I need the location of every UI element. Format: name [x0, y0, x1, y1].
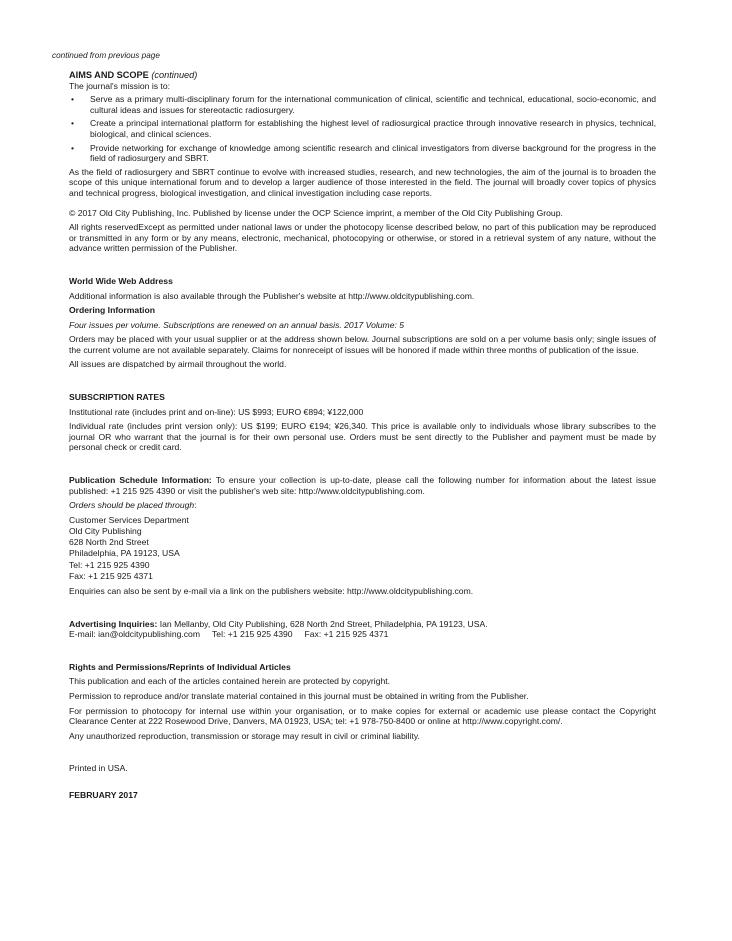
orders-through-colon: :: [194, 500, 197, 511]
advertising-section: [69, 619, 656, 640]
www-text: Additional information is also available through the Publisher's website at http://www.oldcitypublishing.com.: [69, 290, 475, 301]
institutional-rate: Institutional rate (includes print and on-line): US $993; EURO €894; ¥122,000: [69, 406, 364, 417]
rights-permission-text: Permission to reproduce and/or translate material contained in this journal must be obtained in writing from the Publisher.: [69, 691, 529, 701]
footer-section: [69, 763, 656, 800]
www-heading: World Wide Web Address: [69, 275, 173, 286]
mission-item: [69, 94, 656, 115]
issue-date: FEBRUARY 2017: [69, 789, 138, 800]
address-fax: Fax: +1 215 925 4371: [69, 570, 153, 581]
rights-section: [69, 662, 656, 742]
bullet-icon: •: [71, 142, 75, 153]
schedule-text: To ensure your collection is up-to-date, please call the following number for information about the latest issue published: +1 215 925 4390 or visit the publisher's web site: http://www.oldcitypublishing.com.: [69, 475, 657, 496]
address-line: Philadelphia, PA 19123, USA: [69, 548, 180, 559]
copyright-notice: © 2017 Old City Publishing, Inc. Published by license under the OCP Science imprint, a member of the Old City Publishing Group.: [69, 207, 563, 218]
advertising-paragraph: [69, 619, 656, 630]
schedule-label: Publication Schedule Information:: [69, 475, 212, 486]
orders-through-label: Orders should be placed through: [69, 500, 195, 511]
rights-reserved-text: All rights reservedExcept as permitted under national laws or under the photocopy license described below, no part of this publication may be reproduced or transmitted in any form or by any means, electronic, mechanical, photocopying or otherwise, or stored in a retrieval system of any nature, without the advance written permission of the Publisher.: [69, 222, 656, 254]
customer-address-block: [69, 515, 656, 582]
schedule-paragraph: [69, 475, 656, 496]
advertising-text: Ian Mellanby, Old City Publishing, 628 North 2nd Street, Philadelphia, PA 19123, USA.: [159, 618, 488, 629]
rights-liability-text: Any unauthorized reproduction, transmission or storage may result in civil or criminal liability.: [69, 730, 420, 741]
advertising-label: Advertising Inquiries:: [69, 618, 158, 629]
mission-item-text: Serve as a primary multi-disciplinary forum for the international communication of clinical, scientific and technical, educational, socio-economic, and cultural ideas and issues for stereotactic radiosurgery.: [90, 94, 656, 115]
airmail-note: All issues are dispatched by airmail throughout the world.: [69, 359, 287, 370]
mission-item-text: Create a principal international platform for establishing the highest level of radiosurgical practice through innovative research in physics, technical, biological, and clinical sciences.: [90, 118, 656, 139]
address-phone: Tel: +1 215 925 4390: [69, 559, 150, 570]
rights-heading: Rights and Permissions/Reprints of Individual Articles: [69, 661, 291, 672]
enquiries-text: Enquiries can also be sent by e-mail via a link on the publishers website: http://www.oldcitypublishing.com.: [69, 586, 474, 597]
bullet-icon: •: [71, 118, 75, 129]
mission-item-text: Provide networking for exchange of knowledge among scientific research and clinical investigators from diverse background for the progress in the field of radiosurgery and SBRT.: [90, 142, 656, 164]
copyright-section: [69, 208, 656, 254]
advertising-email: E-mail: ian@oldcitypublishing.com: [69, 629, 201, 640]
address-line: Old City Publishing: [69, 526, 142, 537]
address-line: Customer Services Department: [69, 514, 189, 525]
subscription-heading: SUBSCRIPTION RATES: [69, 392, 165, 403]
address-line: 628 North 2nd Street: [69, 537, 149, 548]
mission-item: [69, 143, 656, 164]
printed-in-note: Printed in USA.: [69, 763, 128, 774]
page-body: [69, 70, 656, 801]
rights-photocopy-text: For permission to photocopy for internal use within your organisation, or to make copies for external or academic use please contact the Copyright Clearance Center at 222 Rosewood Drive, Danvers, MA 01923, USA; tel: +1 978-750-8400 or online at http://www.copyright.com/.: [69, 705, 656, 727]
ordering-volume-note: Four issues per volume. Subscriptions are renewed on an annual basis. 2017 Volume: 5: [69, 319, 405, 330]
aims-intro: The journal's mission is to:: [69, 80, 170, 91]
bullet-icon: •: [71, 94, 75, 105]
individual-rate: Individual rate (includes print version only): US $199; EURO €194; ¥26,340. This price is available only to individuals whose library subscribes to the journal OR who warrant that the journal is for their own personal use. Orders must be sent directly to the Publisher and payment must be made by personal check or credit card.: [69, 421, 656, 453]
subscription-section: [69, 392, 656, 453]
aims-heading: AIMS AND SCOPE: [69, 70, 149, 80]
mission-item: [69, 118, 656, 139]
www-section: [69, 276, 656, 301]
ordering-text: Orders may be placed with your usual supplier or at the address shown below. Journal subscriptions are sold on a per volume basis only; single issues of the current volume are not available separately. Claims for nonreceipt of issues will be honored if made within three months of publication of the issue.: [69, 334, 656, 355]
mission-list: [69, 94, 656, 164]
advertising-contact-line: [69, 629, 656, 640]
advertising-fax: Fax: +1 215 925 4371: [304, 629, 389, 640]
rights-copyright-text: This publication and each of the articles contained herein are protected by copyright.: [69, 676, 391, 687]
aims-and-scope-section: [69, 70, 656, 199]
continued-note: continued from previous page: [52, 51, 160, 60]
advertising-tel: Tel: +1 215 925 4390: [212, 629, 293, 640]
ordering-section: [69, 305, 656, 370]
aims-heading-suffix: (continued): [151, 70, 198, 80]
aims-closing: As the field of radiosurgery and SBRT continue to evolve with increased studies, research, and new technologies, the aim of the journal is to broaden the scope of this unique international forum and to develop a larger audience of those interested in the field. The journal will broadly cover topics of physics and technical progress, biological investigation, and clinical investigation including case reports.: [69, 166, 656, 198]
ordering-heading: Ordering Information: [69, 305, 155, 316]
schedule-section: [69, 475, 656, 597]
orders-through-line: [69, 500, 656, 511]
